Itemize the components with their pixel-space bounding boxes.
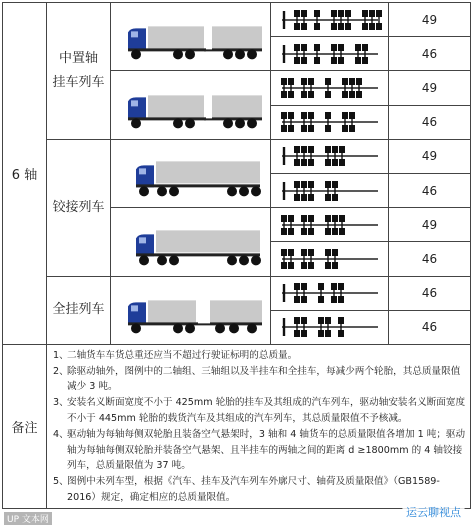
weight-limit-cell <box>389 310 471 344</box>
dual-wheel <box>376 10 382 17</box>
dual-wheel <box>301 330 307 337</box>
note-item <box>53 474 466 506</box>
dual-wheel <box>325 181 331 188</box>
dual-wheel <box>332 262 338 269</box>
wheel <box>229 323 239 333</box>
dual-wheel <box>294 181 300 188</box>
dual-wheel <box>288 262 294 269</box>
dual-wheel <box>281 78 287 85</box>
truck-image-cell <box>111 71 271 139</box>
dual-wheel <box>301 125 307 132</box>
dual-wheel <box>318 317 324 324</box>
dual-wheel <box>332 159 338 166</box>
wheel <box>131 323 141 333</box>
dual-wheel <box>308 78 314 85</box>
watermark-left: UP 文本网 <box>4 512 52 525</box>
note-number: 5、 <box>53 476 69 488</box>
axle-config-cell <box>271 71 389 105</box>
trailer-box <box>212 27 262 49</box>
dual-wheel <box>308 112 314 119</box>
dual-wheel <box>331 296 337 303</box>
note-item <box>53 348 466 364</box>
dual-wheel <box>342 91 348 98</box>
dual-wheel <box>314 44 320 51</box>
dual-wheel <box>301 57 307 64</box>
dual-wheel <box>332 181 338 188</box>
dual-wheel <box>339 215 345 222</box>
dual-wheel <box>362 44 368 51</box>
vehicle-type-cell <box>47 139 111 276</box>
wheel <box>157 187 167 197</box>
dual-wheel <box>325 112 331 119</box>
note-item <box>53 395 466 427</box>
truck-illustration <box>116 210 266 274</box>
wheel <box>247 50 257 60</box>
dual-wheel <box>301 283 307 290</box>
weight-limit-value: 46 <box>421 46 438 61</box>
dual-wheel <box>318 330 324 337</box>
dual-wheel <box>338 296 344 303</box>
dual-wheel <box>288 125 294 132</box>
dual-wheel <box>362 23 368 30</box>
note-item <box>53 427 466 474</box>
weight-limit-cell <box>389 242 471 276</box>
dual-wheel <box>314 23 320 30</box>
dual-wheel <box>301 23 307 30</box>
dual-wheel <box>342 78 348 85</box>
wheel <box>139 187 149 197</box>
axle-config-cell <box>271 310 389 344</box>
wheel <box>235 118 245 128</box>
axle-count-cell <box>3 3 47 345</box>
notes-label: 备注 <box>11 420 38 436</box>
cab-window <box>131 100 138 106</box>
truck-image-cell <box>111 276 271 344</box>
drawbar <box>198 323 210 325</box>
dual-wheel <box>281 112 287 119</box>
dual-wheel <box>301 228 307 235</box>
drawbar <box>204 50 212 52</box>
axle-config-diagram <box>278 177 382 205</box>
dual-wheel <box>288 78 294 85</box>
dual-wheel <box>332 146 338 153</box>
axle-config-diagram <box>278 245 382 273</box>
dual-wheel <box>308 228 314 235</box>
vehicle-type-cell <box>47 3 111 140</box>
dual-wheel <box>356 78 362 85</box>
cargo-box <box>148 27 204 49</box>
dual-wheel <box>325 262 331 269</box>
dual-wheel <box>325 317 331 324</box>
dual-wheel <box>294 23 300 30</box>
weight-limit-cell <box>389 105 471 139</box>
note-text: 驱动轴为每轴每侧双轮胎且装备空气悬架时，3 轴和 4 轴货车的总质量限值各增加 1 吨；驱动轴为每轴每侧双轮胎并装备空气悬架、且半挂车的两轴之间的距离 d ≥1800mm 的 4 轴铰接列车，总质量限值为 37 吨。 <box>67 428 466 472</box>
dual-wheel <box>308 181 314 188</box>
truck-illustration <box>116 4 266 68</box>
weight-limit-cell <box>389 276 471 310</box>
dual-wheel <box>281 215 287 222</box>
dual-wheel <box>325 330 331 337</box>
dual-wheel <box>339 228 345 235</box>
dual-wheel <box>325 194 331 201</box>
weight-limit-cell <box>389 139 471 173</box>
cab-window <box>139 169 146 175</box>
dual-wheel <box>288 249 294 256</box>
wheel <box>251 255 261 265</box>
dual-wheel <box>325 215 331 222</box>
dual-wheel <box>301 78 307 85</box>
gb1589-weight-table <box>2 2 471 509</box>
dual-wheel <box>331 44 337 51</box>
dual-wheel <box>338 57 344 64</box>
notes-label-cell <box>3 344 47 508</box>
axle-config-cell <box>271 242 389 276</box>
note-text: 二轴货车车货总重还应当不超过行驶证标明的总质量。 <box>67 349 298 361</box>
wheel <box>169 255 179 265</box>
dual-wheel <box>345 10 351 17</box>
dual-wheel <box>338 23 344 30</box>
wheel <box>185 323 195 333</box>
dual-wheel <box>349 91 355 98</box>
axle-config-diagram <box>278 6 382 34</box>
dual-wheel <box>308 125 314 132</box>
weight-limit-value: 46 <box>421 183 438 198</box>
dual-wheel <box>355 44 361 51</box>
notes-row <box>3 344 471 508</box>
dual-wheel <box>332 249 338 256</box>
dual-wheel <box>325 125 331 132</box>
axle-config-cell <box>271 208 389 242</box>
wheel <box>227 187 237 197</box>
dual-wheel <box>294 283 300 290</box>
dual-wheel <box>294 330 300 337</box>
axle-config-cell <box>271 37 389 71</box>
dual-wheel <box>331 283 337 290</box>
drawbar <box>204 118 212 120</box>
axle-config-diagram <box>278 142 382 170</box>
dual-wheel <box>301 181 307 188</box>
cab-window <box>131 32 138 38</box>
cab-window <box>131 305 138 311</box>
dual-wheel <box>355 57 361 64</box>
vehicle-type-label: 全挂列车 <box>52 302 105 318</box>
dual-wheel <box>281 91 287 98</box>
dual-wheel <box>301 194 307 201</box>
dual-wheel <box>342 112 348 119</box>
notes-cell <box>47 344 471 508</box>
chassis <box>128 49 206 52</box>
dual-wheel <box>281 228 287 235</box>
dual-wheel <box>338 317 344 324</box>
chassis <box>128 117 206 120</box>
dual-wheel <box>339 159 345 166</box>
weight-limit-cell <box>389 71 471 105</box>
dual-wheel <box>308 146 314 153</box>
dual-wheel <box>301 215 307 222</box>
dual-wheel <box>308 215 314 222</box>
cargo-box <box>148 95 204 117</box>
dual-wheel <box>308 91 314 98</box>
dual-wheel <box>331 57 337 64</box>
note-number: 4、 <box>53 428 69 440</box>
dual-wheel <box>294 44 300 51</box>
weight-limit-cell <box>389 208 471 242</box>
wheel <box>247 118 257 128</box>
dual-wheel <box>288 228 294 235</box>
dual-wheel <box>338 44 344 51</box>
dual-wheel <box>345 23 351 30</box>
axle-config-cell <box>271 139 389 173</box>
dual-wheel <box>318 283 324 290</box>
wheel <box>131 118 141 128</box>
dual-wheel <box>332 228 338 235</box>
dual-wheel <box>308 194 314 201</box>
axle-config-cell <box>271 276 389 310</box>
dual-wheel <box>294 194 300 201</box>
wheel <box>251 187 261 197</box>
trailer-box <box>210 300 262 322</box>
dual-wheel <box>325 159 331 166</box>
vehicle-type-label: 挂车列车 <box>52 74 105 90</box>
dual-wheel <box>301 159 307 166</box>
dual-wheel <box>331 23 337 30</box>
dual-wheel <box>301 91 307 98</box>
dual-wheel <box>301 112 307 119</box>
dual-wheel <box>325 249 331 256</box>
cargo-box <box>148 300 196 322</box>
truck-illustration <box>116 141 266 205</box>
dual-wheel <box>325 228 331 235</box>
chassis <box>136 253 260 256</box>
table-row <box>3 276 471 310</box>
weight-limit-value: 49 <box>421 80 438 95</box>
dual-wheel <box>294 159 300 166</box>
weight-limit-value: 46 <box>421 320 438 335</box>
dual-wheel <box>338 330 344 337</box>
wheel <box>173 50 183 60</box>
dual-wheel <box>332 215 338 222</box>
axle-config-diagram <box>278 211 382 239</box>
truck-image-cell <box>111 208 271 276</box>
wheel <box>247 323 257 333</box>
dual-wheel <box>349 125 355 132</box>
dual-wheel <box>301 317 307 324</box>
axle-config-diagram <box>278 313 382 341</box>
dual-wheel <box>325 91 331 98</box>
truck-illustration <box>116 278 266 342</box>
dual-wheel <box>294 296 300 303</box>
semi-trailer-box <box>156 162 260 184</box>
dual-wheel <box>288 91 294 98</box>
dual-wheel <box>349 78 355 85</box>
weight-limit-value: 46 <box>421 251 438 266</box>
chassis <box>136 185 260 188</box>
weight-limit-cell <box>389 3 471 37</box>
note-text: 安装名义断面宽度不小于 425mm 轮胎的挂车及其组成的汽车列车，驱动轴安装名义断面宽度不小于 445mm 轮胎的载货汽车及其组成的汽车列车，其总质量限值不予核减。 <box>67 397 466 425</box>
dual-wheel <box>369 10 375 17</box>
trailer-box <box>212 95 262 117</box>
wheel <box>185 118 195 128</box>
cab-window <box>139 237 146 243</box>
dual-wheel <box>376 23 382 30</box>
wheel <box>139 255 149 265</box>
truck-illustration <box>116 73 266 137</box>
wheel <box>173 118 183 128</box>
vehicle-type-label: 中置轴 <box>58 50 98 66</box>
note-number: 2、 <box>53 365 69 377</box>
dual-wheel <box>314 57 320 64</box>
axle-config-diagram <box>278 108 382 136</box>
weight-limit-value: 46 <box>421 286 438 301</box>
semi-trailer-box <box>156 230 260 252</box>
note-text: 图例中未列车型，根据《汽车、挂车及汽车列车外廓尺寸、轴荷及质量限值》（GB1589-2016）规定，确定相应的总质量限值。 <box>67 476 440 504</box>
dual-wheel <box>338 283 344 290</box>
dual-wheel <box>314 10 320 17</box>
axle-config-cell <box>271 3 389 37</box>
dual-wheel <box>318 296 324 303</box>
note-text: 除驱动轴外，图例中的二轴组、三轴组以及半挂车和全挂车，每减少两个轮胎，其总质量限值减少 3 吨。 <box>67 365 461 393</box>
dual-wheel <box>294 146 300 153</box>
wheel <box>185 50 195 60</box>
dual-wheel <box>301 146 307 153</box>
axle-count-label: 6 轴 <box>11 167 38 183</box>
weight-limit-value: 49 <box>421 149 438 164</box>
dual-wheel <box>338 10 344 17</box>
dual-wheel <box>301 44 307 51</box>
dual-wheel <box>294 10 300 17</box>
vehicle-type-label: 铰接列车 <box>52 199 105 215</box>
dual-wheel <box>301 249 307 256</box>
dual-wheel <box>308 262 314 269</box>
table-row <box>3 139 471 173</box>
watermark-right: 运云聊视点 <box>402 503 465 521</box>
dual-wheel <box>281 249 287 256</box>
axle-config-diagram <box>278 40 382 68</box>
vehicle-type-cell <box>47 276 111 344</box>
weight-limit-value: 49 <box>421 12 438 27</box>
dual-wheel <box>288 112 294 119</box>
dual-wheel <box>331 10 337 17</box>
axle-config-cell <box>271 105 389 139</box>
dual-wheel <box>339 146 345 153</box>
wheel <box>173 323 183 333</box>
wheel <box>169 187 179 197</box>
dual-wheel <box>325 78 331 85</box>
dual-wheel <box>362 10 368 17</box>
dual-wheel <box>325 146 331 153</box>
axle-config-diagram <box>278 279 382 307</box>
dual-wheel <box>349 112 355 119</box>
dual-wheel <box>294 57 300 64</box>
wheel <box>157 255 167 265</box>
weight-limit-cell <box>389 173 471 207</box>
weight-limit-value: 46 <box>421 115 438 130</box>
dual-wheel <box>308 159 314 166</box>
wheel <box>235 50 245 60</box>
truck-image-cell <box>111 139 271 207</box>
axle-config-diagram <box>278 74 382 102</box>
dual-wheel <box>332 194 338 201</box>
table-row <box>3 3 471 37</box>
note-item <box>53 364 466 396</box>
dual-wheel <box>294 317 300 324</box>
wheel <box>239 255 249 265</box>
wheel <box>215 323 225 333</box>
dual-wheel <box>301 262 307 269</box>
dual-wheel <box>288 215 294 222</box>
dual-wheel <box>362 57 368 64</box>
wheel <box>227 255 237 265</box>
axle-config-cell <box>271 173 389 207</box>
wheel <box>239 187 249 197</box>
note-number: 3、 <box>53 397 69 409</box>
weight-limit-value: 49 <box>421 217 438 232</box>
dual-wheel <box>342 125 348 132</box>
dual-wheel <box>301 296 307 303</box>
weight-limit-cell <box>389 37 471 71</box>
truck-image-cell <box>111 3 271 71</box>
note-number: 1、 <box>53 349 69 361</box>
dual-wheel <box>369 23 375 30</box>
wheel <box>223 50 233 60</box>
dual-wheel <box>308 249 314 256</box>
dual-wheel <box>356 91 362 98</box>
dual-wheel <box>281 125 287 132</box>
dual-wheel <box>301 10 307 17</box>
wheel <box>223 118 233 128</box>
wheel <box>131 50 141 60</box>
dual-wheel <box>281 262 287 269</box>
